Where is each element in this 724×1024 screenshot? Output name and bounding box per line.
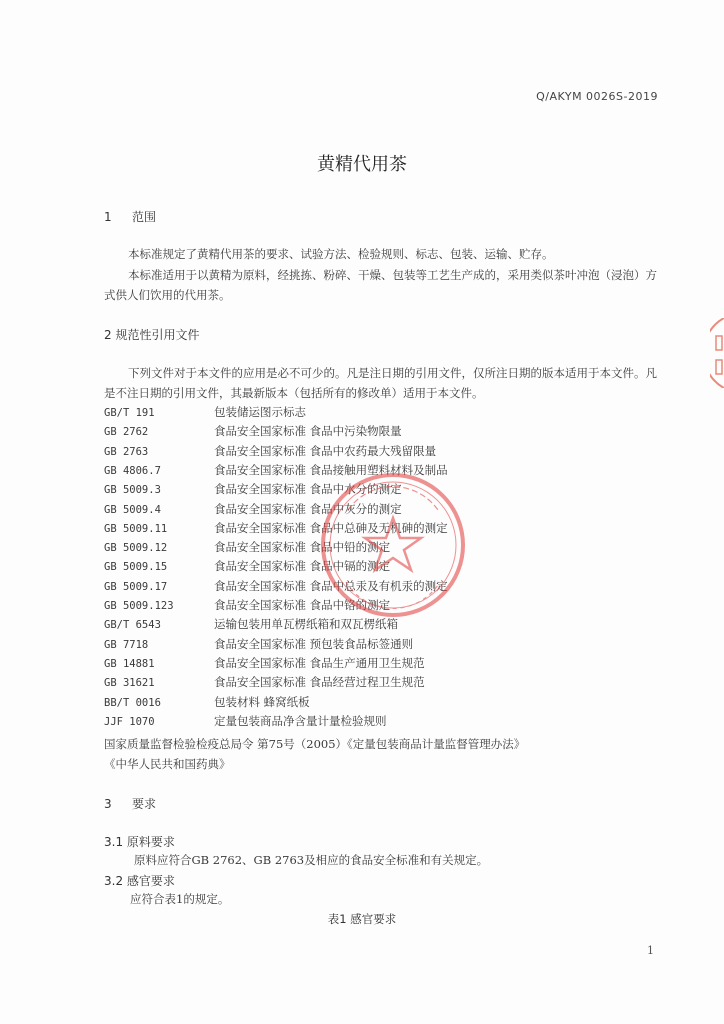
reference-code: GB/T 191 <box>104 407 155 419</box>
section-1-para-2: 本标准适用于以黄精为原料，经挑拣、粉碎、干燥、包装等工艺生产成的，采用类似茶叶冲泡（浸泡）方式供人们饮用的代用茶。 <box>104 268 657 302</box>
reference-code: GB 5009.12 <box>104 542 168 555</box>
table-1-caption: 表1 感官要求 <box>327 912 397 926</box>
reference-extra-1: 国家质量监督检验检疫总局令 第75号（2005）《定量包装商品计量监督管理办法》 <box>104 737 526 751</box>
reference-code: GB 14881 <box>104 657 155 670</box>
reference-item <box>104 674 425 690</box>
reference-title: 食品安全国家标准 食品中污染物限量 <box>214 424 402 439</box>
reference-item <box>104 694 310 710</box>
reference-code: GB 5009.11 <box>104 522 168 535</box>
section-3-heading <box>104 795 156 812</box>
section-1-heading <box>104 208 156 225</box>
reference-item <box>104 578 448 594</box>
reference-item <box>104 462 448 478</box>
reference-code: GB 5009.123 <box>104 600 174 612</box>
reference-code: GB 7718 <box>104 638 149 651</box>
reference-code: GB 5009.3 <box>104 484 161 497</box>
reference-code: GB 2762 <box>104 426 149 439</box>
reference-title: 食品安全国家标准 食品中铬的测定 <box>214 598 391 612</box>
reference-item <box>104 404 306 420</box>
reference-title: 包装材料 蜂窝纸板 <box>214 694 310 709</box>
document-title: 黄精代用茶 <box>317 154 407 175</box>
subsection-3-2-heading: 3.2 感官要求 <box>104 874 175 888</box>
reference-title: 食品安全国家标准 食品经营过程卫生规范 <box>214 675 425 690</box>
reference-item <box>104 558 390 574</box>
reference-item <box>104 636 413 652</box>
section-1-number: 1 <box>104 210 112 224</box>
reference-item <box>104 520 448 536</box>
reference-title: 食品安全国家标准 食品中总砷及无机砷的测定 <box>214 520 448 535</box>
reference-title: 食品安全国家标准 食品中灰分的测定 <box>214 501 402 516</box>
reference-title: 食品安全国家标准 食品中铅的测定 <box>214 540 391 555</box>
reference-title: 包装储运图示标志 <box>214 405 306 419</box>
reference-item <box>104 423 402 439</box>
reference-title: 食品安全国家标准 食品中水分的测定 <box>214 482 402 497</box>
page-number: 1 <box>647 944 654 957</box>
reference-code: GB 5009.15 <box>104 561 168 574</box>
reference-title: 食品安全国家标准 预包装食品标签通则 <box>214 636 414 651</box>
reference-item <box>104 713 387 729</box>
reference-code: BB/T 0016 <box>104 696 161 709</box>
reference-title: 定量包装商品净含量计量检验规则 <box>214 713 387 728</box>
reference-extra-2: 《中华人民共和国药典》 <box>104 757 231 771</box>
reference-item <box>104 655 425 671</box>
reference-title: 食品安全国家标准 食品生产通用卫生规范 <box>214 655 425 670</box>
reference-code: GB 4806.7 <box>104 464 161 477</box>
reference-item <box>104 539 390 555</box>
section-3-title: 要求 <box>132 797 157 811</box>
reference-code: GB 5009.4 <box>104 503 161 516</box>
standard-code: Q/AKYM 0026S-2019 <box>536 90 658 103</box>
reference-code: GB/T 6543 <box>104 619 161 632</box>
reference-title: 食品安全国家标准 食品中镉的测定 <box>214 559 391 574</box>
reference-code: GB 5009.17 <box>104 580 168 593</box>
section-1-para-1: 本标准规定了黄精代用茶的要求、试验方法、检验规则、标志、包装、运输、贮存。 <box>128 247 554 261</box>
section-3-number: 3 <box>104 797 112 811</box>
subsection-3-2-text: 应符合表1的规定。 <box>130 892 230 906</box>
edge-seal-fragment <box>710 318 724 388</box>
reference-title: 食品安全国家标准 食品中农药最大残留限量 <box>214 443 437 458</box>
reference-item <box>104 597 390 613</box>
section-2-para: 下列文件对于本文件的应用是必不可少的。凡是注日期的引用文件，仅所注日期的版本适用于本文件。凡是不注日期的引用文件，其最新版本（包括所有的修改单）适用于本文件。 <box>104 366 657 400</box>
reference-title: 食品安全国家标准 食品接触用塑料材料及制品 <box>214 462 448 477</box>
reference-code: JJF 1070 <box>104 715 155 728</box>
reference-item <box>104 443 436 459</box>
subsection-3-1-text: 原料应符合GB 2762、GB 2763及相应的食品安全标准和有关规定。 <box>134 853 489 867</box>
section-2-heading: 2 规范性引用文件 <box>104 328 200 342</box>
subsection-3-1-heading: 3.1 原料要求 <box>104 835 175 849</box>
reference-code: GB 31621 <box>104 677 155 690</box>
reference-title: 运输包装用单瓦楞纸箱和双瓦楞纸箱 <box>214 617 398 632</box>
section-1-title: 范围 <box>132 210 157 224</box>
reference-title: 食品安全国家标准 食品中总汞及有机汞的测定 <box>214 578 448 593</box>
reference-item <box>104 481 402 497</box>
reference-code: GB 2763 <box>104 445 149 458</box>
reference-item <box>104 501 402 517</box>
reference-item <box>104 616 398 632</box>
